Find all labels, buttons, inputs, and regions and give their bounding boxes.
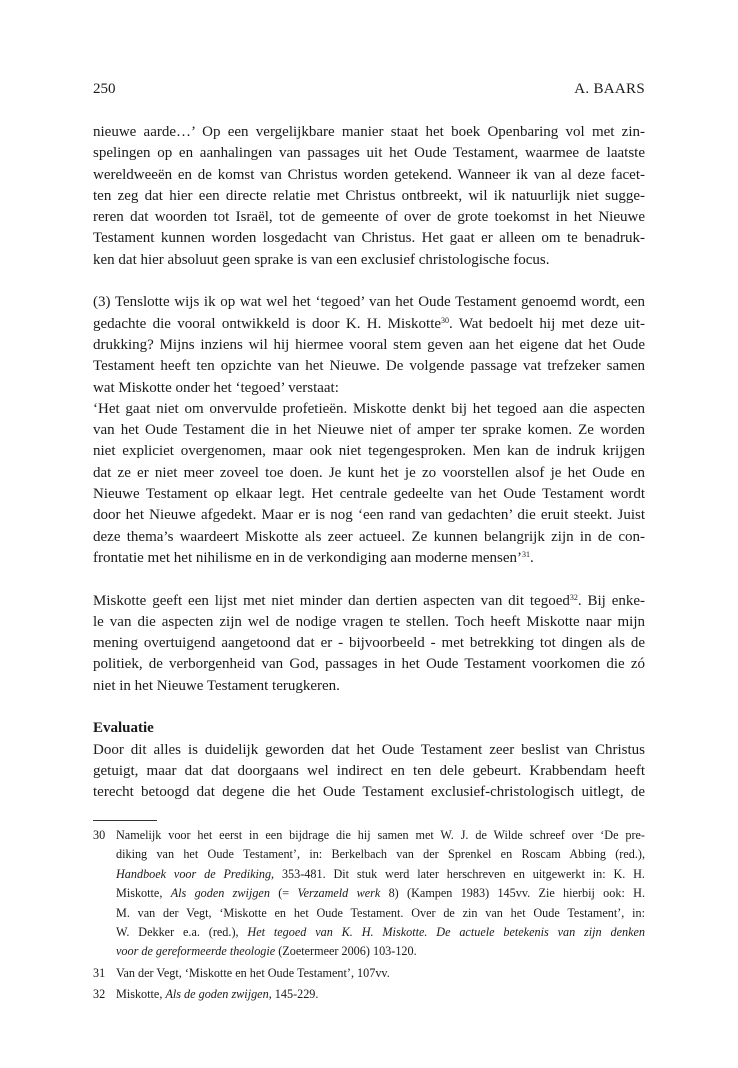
footnote-line: Van der Vegt, ‘Miskotte en het Oude Testament’, 107vv. [116,965,390,980]
text-line: wereldweeën en de komst van Christus worden getekend. Wanneer ik van al deze facet- [93,166,645,183]
footnote-line: Miskotte, Als de goden zwijgen, 145-229. [116,987,319,1002]
quote-line: dat ze er niet meer zoveel toe doen. Je kunt het je zo voorstellen alsof je het Oude en [93,464,645,481]
footnote-number: 32 [93,987,106,1002]
section-heading: Evaluatie [93,720,154,737]
footnote-30 [93,826,645,962]
paragraph-1 [93,122,645,271]
footnote-line: W. Dekker e.a. (red.), Het tegoed van K. H. Miskotte. De actuele betekenis van zijn denken [116,924,646,939]
paragraph-3 [93,591,645,697]
running-header [93,78,645,100]
text-line: nieuwe aarde…’ Op een vergelijkbare manier staat het boek Openbaring vol met zin- [93,124,645,140]
section-evaluatie [93,718,645,803]
text-line: reren dat woorden tot Israël, tot de gemeente of over de grote toekomst in het Nieuwe [93,209,645,226]
footnote-32 [93,985,645,1004]
text-line: drukking? Mijns inziens wil hij hiermee vooral stem geven aan het eigene dat het Oude [93,336,645,353]
quote-line: deze thema’s waardeert Miskotte als zeer actueel. Ze kunnen belangrijk zijn in de con- [93,528,645,545]
footnote-line: M. van der Vegt, ‘Miskotte en het Oude Testament. Over de zin van het Oude Testament’, in: [116,905,645,920]
text-line: spelingen op en aanhalingen van passages uit het Oude Testament, waarmee de laatste [93,145,645,162]
quote-line: niet expliciet overgenomen, maar ook niet tegengesproken. Men kan de indruk krijgen [93,443,645,460]
text-line: terecht betoogd dat degene die het Oude Testament exclusief-christologisch uitlegt, de [93,784,645,801]
footnotes [93,826,645,1005]
text-line: Testament heeft ten opzichte van het Nieuwe. De volgende passage vat trefzeker samen [93,358,645,375]
quote-line: van het Oude Testament die in het Nieuwe niet of amper ter sprake komen. Ze worden [93,422,645,439]
text-line: le van die aspecten zijn wel de nodige vragen te stellen. Toch heeft Miskotte naar mijn [93,613,645,630]
quote-line: frontatie met het nihilisme en in de verkondiging aan moderne mensen’$^{31}$. [93,549,534,566]
text-line: ken dat hier absoluut geen sprake is van een exclusief christologische focus. [93,251,550,268]
page-number: 250 [93,81,116,97]
text-line: Door dit alles is duidelijk geworden dat het Oude Testament zeer beslist van Christus [93,741,645,758]
footnote-line: Miskotte, Als goden zwijgen (= Verzameld werk 8) (Kampen 1983) 145vv. Zie hierbij ook: H. [116,886,645,901]
footnote-ref-31: 31 [522,549,531,559]
footnote-line: voor de gereformeerde theologie (Zoetermeer 2006) 103-120. [116,944,417,959]
running-author: A. BAARS [574,81,645,97]
text-line: wat Miskotte onder het ‘tegoed’ verstaat: [93,379,339,396]
block-quote [93,399,645,569]
footnote-ref-32: 32 [569,592,578,602]
text-line: mening overtuigend aangetoond dat er - bijvoorbeeld - met betrekking tot dingen als de [93,635,645,652]
quote-line: ‘Het gaat niet om onvervulde profetieën. Miskotte denkt bij het tegoed aan die aspecten [93,400,645,417]
paragraph-2 [93,292,645,398]
footnote-number: 31 [93,965,106,980]
footnote-ref-30: 30 [441,315,450,325]
footnote-line: diking van het Oude Testament’, in: Berkelbach van der Sprenkel en Roscam Abbing (red.), [116,847,645,862]
footnote-line: Namelijk voor het eerst in een bijdrage die hij samen met W. J. de Wilde schreef over ‘De pre- [116,828,645,842]
text-line: niet in het Nieuwe Testament terugkeren. [93,677,340,694]
footnote-separator [93,820,157,821]
quote-line: Nieuwe Testament op elkaar legt. Het centrale gedeelte van het Oude Testament wordt [93,486,645,503]
footnote-31 [93,964,645,983]
quote-line: door het Nieuwe afgedekt. Maar er is nog ‘een rand van gedachten’ die eruit steekt. Juist [93,507,645,524]
text-line: getuigt, maar dat dat doorgaans wel indirect en ten dele gebeurt. Krabbendam heeft [93,762,645,779]
footnote-line: Handboek voor de Prediking, 353-481. Dit stuk werd later herschreven en uitgewerkt in: K. H. [116,866,645,881]
text-line: ten zeg dat hier een directe relatie met Christus ontbreekt, wil ik natuurlijk niet sugge- [93,187,645,204]
text-line: (3) Tenslotte wijs ik op wat wel het ‘tegoed’ van het Oude Testament genoemd wordt, een [93,294,645,311]
text-line: Testament kunnen worden losgedacht van Christus. Het gaat er alleen om te benadruk- [93,230,645,247]
text-line: gedachte die vooral ontwikkeld is door K. H. Miskotte$^{30}$. Wat bedoelt hij met deze uit- [93,315,646,332]
text-line: politiek, de verborgenheid van God, passages in het Oude Testament voorkomen die zó [93,656,645,673]
text-line: Miskotte geeft een lijst met niet minder dan dertien aspecten van dit tegoed$^{32}$. Bij enke- [93,592,645,609]
footnote-number: 30 [93,828,106,842]
main-text [93,122,645,804]
